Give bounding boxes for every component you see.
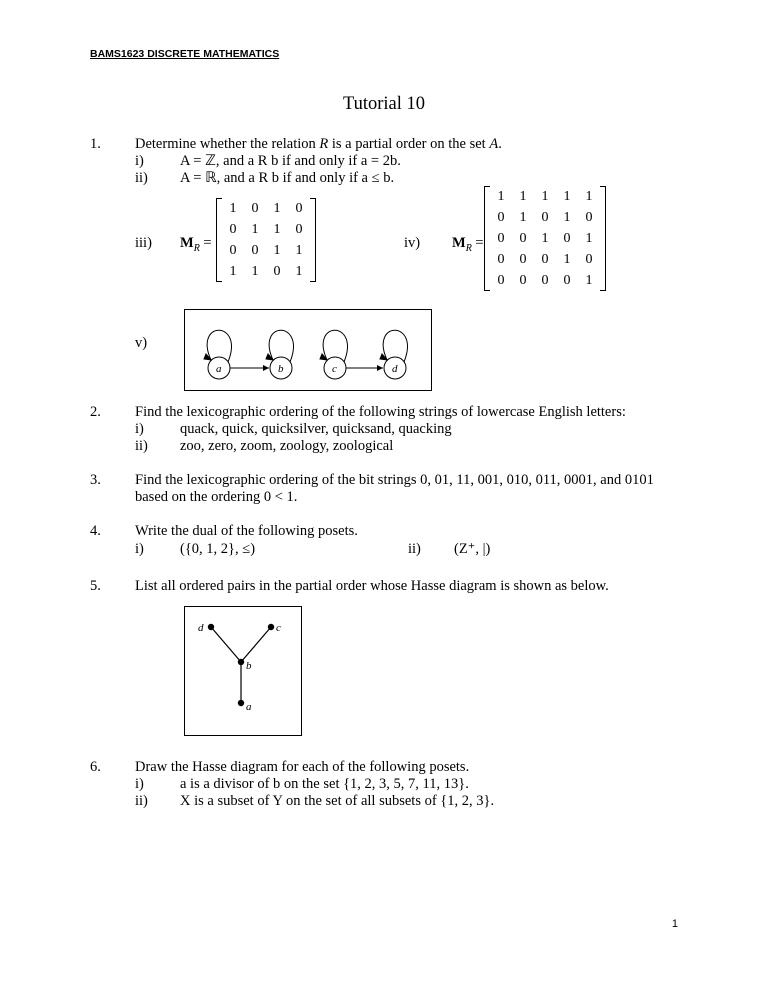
q4-ii-label: ii) (408, 541, 421, 557)
q2-number: 2. (90, 404, 101, 420)
iv-matrix-cell: 1 (519, 209, 527, 225)
q2-i-text: quack, quick, quicksilver, quicksand, quacking (180, 421, 452, 437)
q1-number: 1. (90, 136, 101, 152)
hasse-node-a: a (246, 701, 252, 713)
iv-matrix-cell: 0 (585, 209, 593, 225)
digraph-label-a: a (216, 363, 222, 375)
iv-matrix-cell: 1 (585, 272, 593, 288)
iv-matrix-cell: 1 (563, 188, 571, 204)
iii-matrix-cell: 1 (229, 200, 237, 216)
q2-i-label: i) (135, 421, 144, 437)
q6-i-text: a is a divisor of b on the set {1, 2, 3, 5, 7, 11, 13}. (180, 776, 469, 792)
iv-matrix-cell: 0 (497, 209, 505, 225)
iii-matrix-cell: 1 (295, 263, 303, 279)
iv-matrix-cell: 0 (497, 251, 505, 267)
iv-matrix-cell: 1 (585, 188, 593, 204)
q2-text: Find the lexicographic ordering of the following strings of lowercase English letters: (135, 404, 626, 420)
q4-text: Write the dual of the following posets. (135, 523, 358, 539)
q5-hasse-diagram (184, 606, 302, 736)
iv-matrix-cell: 1 (497, 188, 505, 204)
iv-matrix-cell: 0 (541, 251, 549, 267)
iv-matrix-cell: 1 (563, 251, 571, 267)
q6-number: 6. (90, 759, 101, 775)
iii-matrix-cell: 0 (295, 200, 303, 216)
iv-matrix-cell: 0 (497, 272, 505, 288)
iii-matrix-cell: 0 (251, 242, 259, 258)
q1-ii-label: ii) (135, 170, 148, 186)
iii-matrix-cell: 1 (273, 221, 281, 237)
iii-matrix-cell: 1 (273, 242, 281, 258)
iv-matrix-cell: 0 (563, 272, 571, 288)
q2-ii-label: ii) (135, 438, 148, 454)
hasse-node-b: b (246, 660, 252, 672)
q1-iii-matrix (216, 198, 316, 282)
q4-i-text: ({0, 1, 2}, ≤) (180, 541, 256, 557)
q1-v-digraph (184, 309, 432, 391)
iii-matrix-cell: 1 (251, 263, 259, 279)
q4-ii-text: (Z⁺, |) (454, 541, 491, 557)
q5-text: List all ordered pairs in the partial order whose Hasse diagram is shown as below. (135, 578, 609, 594)
q3-number: 3. (90, 472, 101, 488)
hasse-node-c: c (276, 622, 281, 634)
q1-iv-label: iv) (404, 235, 421, 251)
iii-matrix-cell: 1 (295, 242, 303, 258)
q6-ii-label: ii) (135, 793, 148, 809)
hasse-node-d: d (198, 622, 204, 634)
iv-matrix-cell: 0 (497, 230, 505, 246)
iv-matrix-cell: 0 (519, 251, 527, 267)
q6-text: Draw the Hasse diagram for each of the following posets. (135, 759, 470, 775)
iii-matrix-cell: 0 (229, 221, 237, 237)
iii-matrix-cell: 0 (273, 263, 281, 279)
iv-matrix-cell: 1 (541, 188, 549, 204)
q1-iv-matrix (484, 186, 606, 291)
digraph-label-b: b (278, 363, 284, 375)
iii-matrix-cell: 0 (251, 200, 259, 216)
iii-matrix-cell: 1 (229, 263, 237, 279)
iv-matrix-cell: 1 (585, 230, 593, 246)
q4-number: 4. (90, 523, 101, 539)
iv-matrix-cell: 0 (519, 230, 527, 246)
q4-i-label: i) (135, 541, 144, 557)
q1-i-label: i) (135, 153, 144, 169)
iii-matrix-cell: 1 (251, 221, 259, 237)
iv-matrix-cell: 1 (563, 209, 571, 225)
iii-matrix-cell: 1 (273, 200, 281, 216)
page-number: 1 (671, 918, 678, 930)
iv-matrix-cell: 0 (563, 230, 571, 246)
q6-ii-text: X is a subset of Y on the set of all subsets of {1, 2, 3}. (180, 793, 495, 809)
q1-iii-label: iii) (135, 235, 152, 251)
digraph-label-c: c (332, 363, 337, 375)
iii-matrix-cell: 0 (295, 221, 303, 237)
q1-v-label: v) (135, 335, 148, 351)
q2-ii-text: zoo, zero, zoom, zoology, zoological (180, 438, 394, 454)
iv-matrix-cell: 1 (519, 188, 527, 204)
q3-line2: based on the ordering 0 < 1. (135, 489, 298, 505)
q1-ii-text: A = ℝ, and a R b if and only if a ≤ b. (180, 170, 395, 186)
q6-i-label: i) (135, 776, 144, 792)
iv-matrix-cell: 0 (585, 251, 593, 267)
iv-matrix-cell: 0 (541, 272, 549, 288)
document-header: BAMS1623 DISCRETE MATHEMATICS (90, 48, 280, 60)
iv-matrix-cell: 0 (541, 209, 549, 225)
page-title: Tutorial 10 (342, 94, 426, 114)
q1-iv-mr-label: $M_R$ = (452, 235, 484, 254)
iii-matrix-cell: 0 (229, 242, 237, 258)
q1-iii-mr-label: $M_R$ = (180, 235, 212, 254)
digraph-label-d: d (392, 363, 398, 375)
iv-matrix-cell: 1 (541, 230, 549, 246)
iv-matrix-cell: 0 (519, 272, 527, 288)
q3-line1: Find the lexicographic ordering of the bit strings 0, 01, 11, 001, 010, 011, 0001, and 0101 (135, 472, 654, 488)
q5-number: 5. (90, 578, 101, 594)
q1-text: Determine whether the relation R is a partial order on the set A. (135, 136, 502, 152)
q1-i-text: A = ℤ, and a R b if and only if a = 2b. (180, 153, 401, 169)
